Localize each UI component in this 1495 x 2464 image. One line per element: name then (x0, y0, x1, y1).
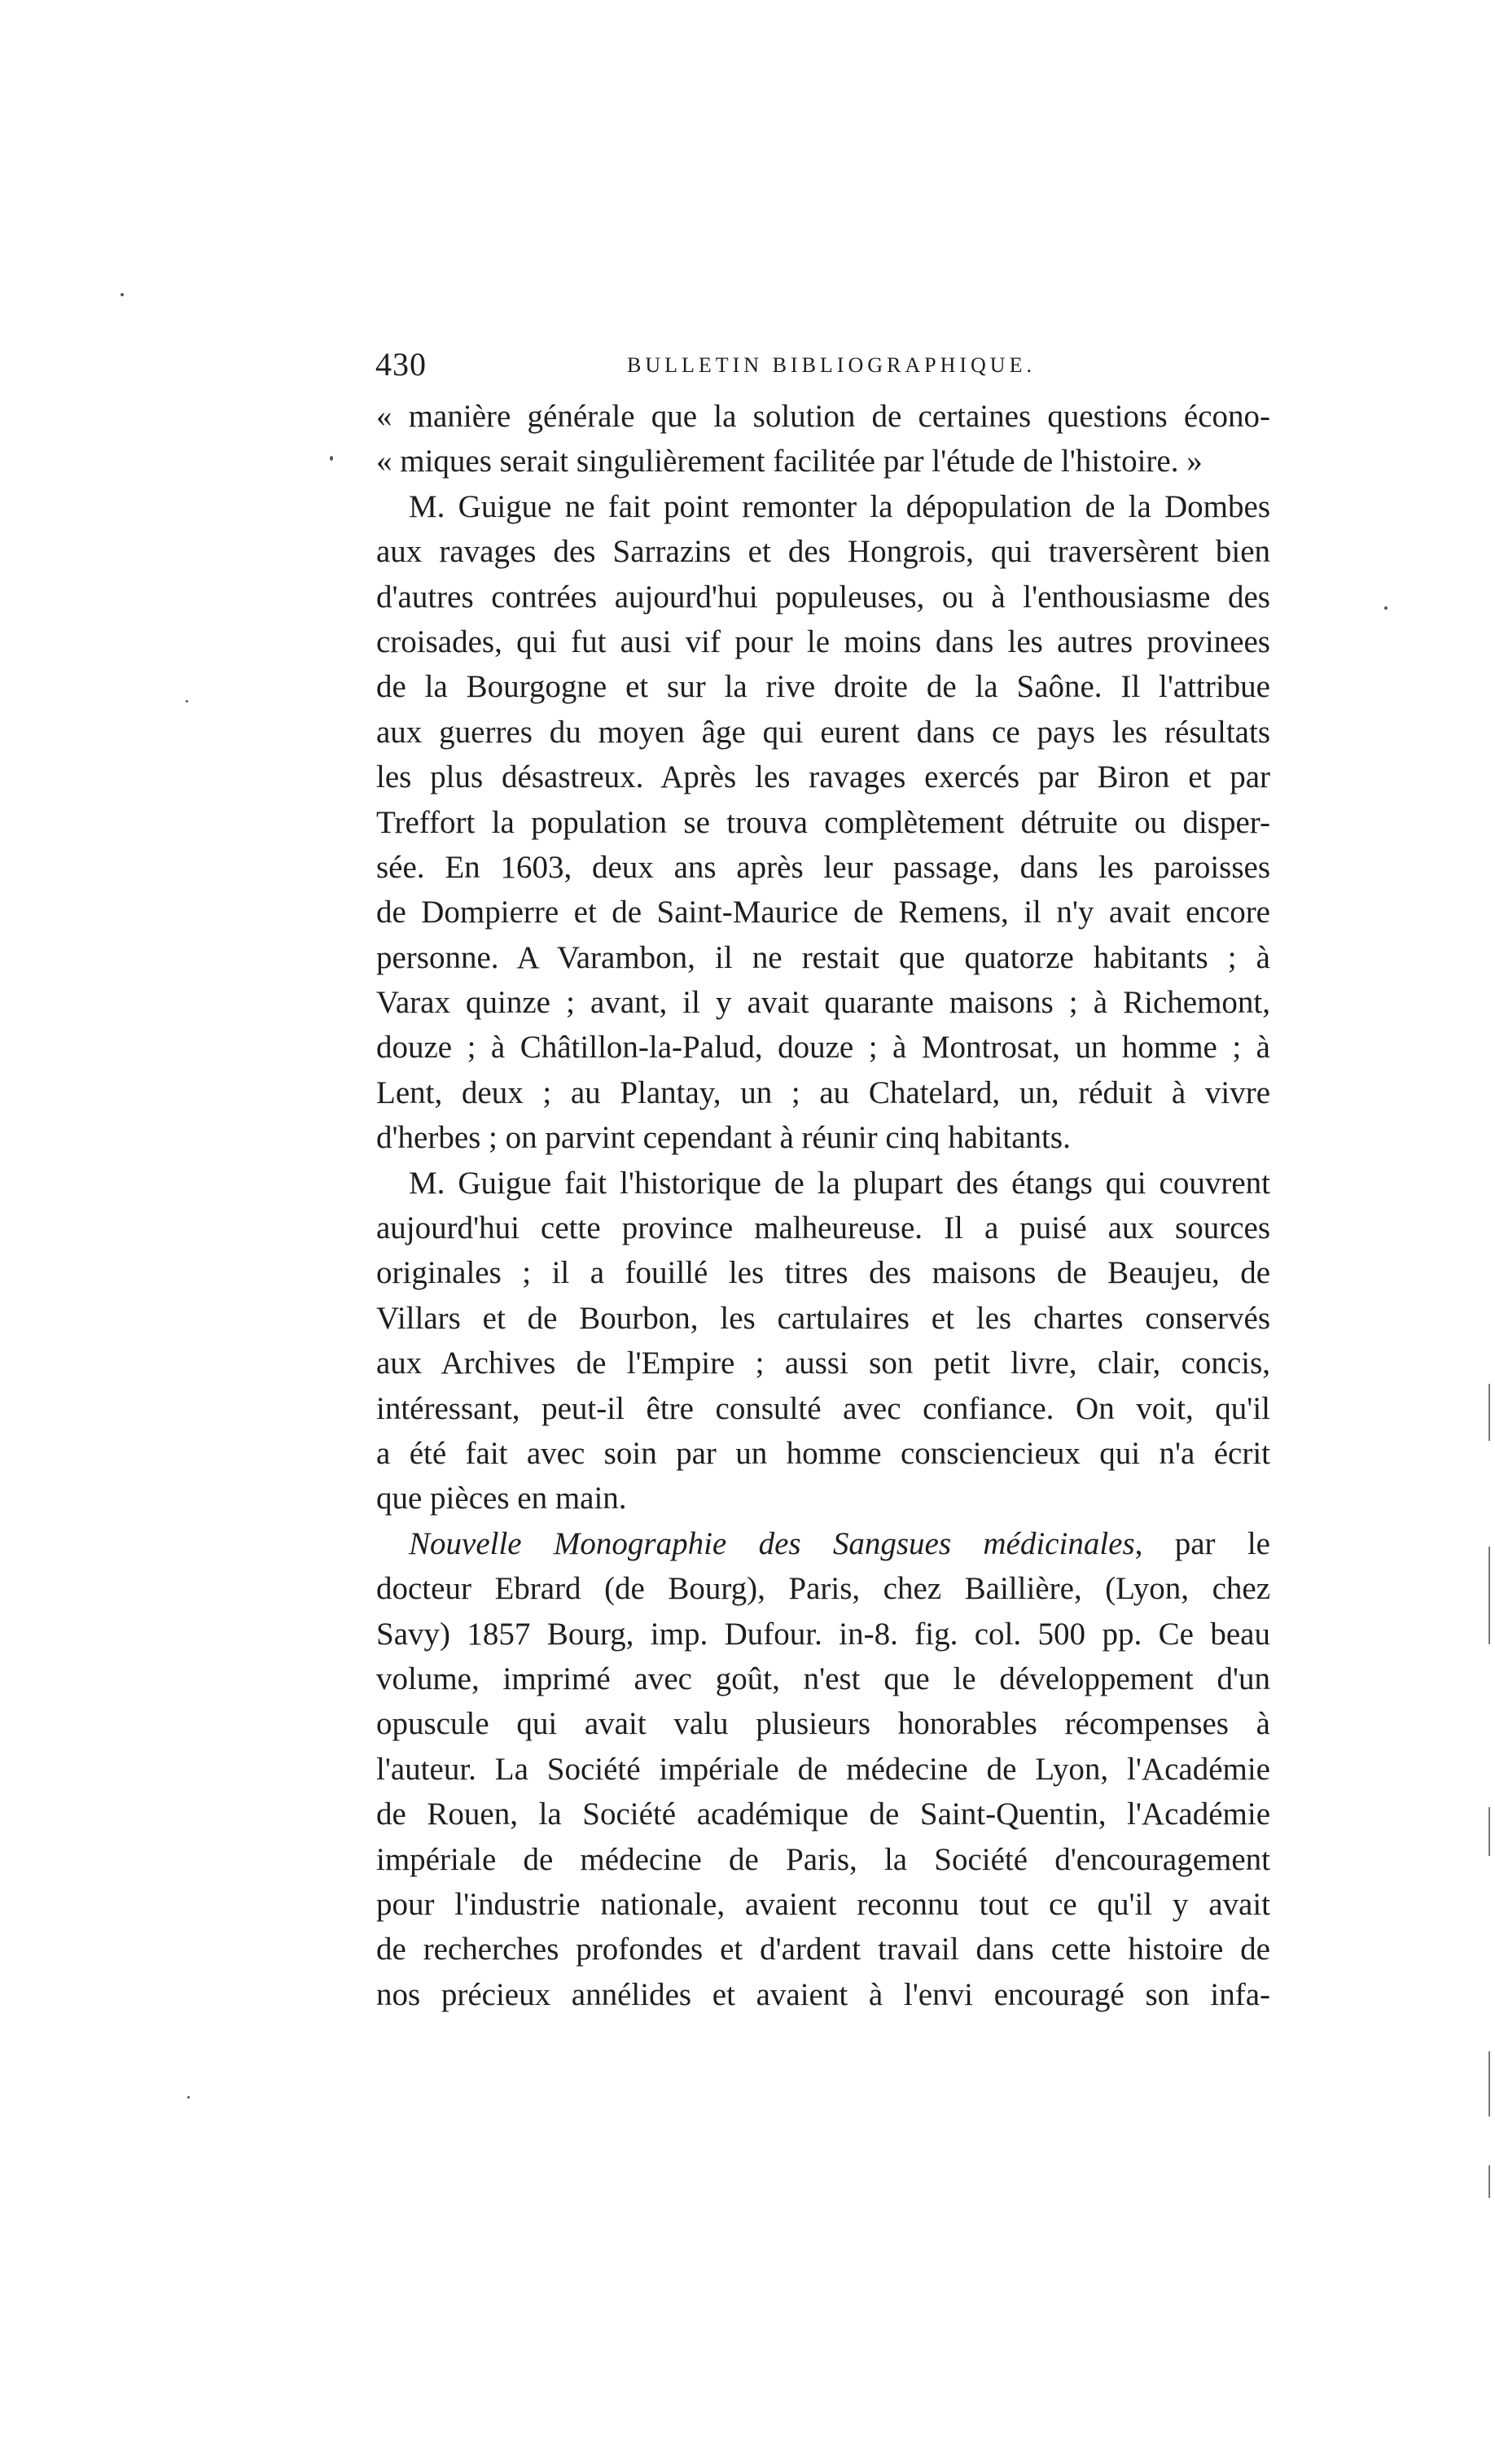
page-number: 430 (375, 346, 427, 383)
text-line: pour l'industrie nationale, avaient reconnu tout ce qu'il y avait (376, 1886, 1270, 1922)
text-line: a été fait avec soin par un homme consciencieux qui n'a écrit (376, 1435, 1270, 1471)
text-line-title (376, 1521, 1270, 1566)
text-line: sée. En 1603, deux ans après leur passage, dans les paroisses (376, 849, 1270, 885)
text-line: intéressant, peut-il être consulté avec confiance. On voit, qu'il (376, 1390, 1270, 1426)
text-line: l'auteur. La Société impériale de médecine de Lyon, l'Académie (376, 1751, 1270, 1787)
scan-speck (1384, 606, 1388, 610)
text-line: opuscule qui avait valu plusieurs honorables récompenses à (376, 1706, 1270, 1742)
text-line: douze ; à Châtillon-la-Palud, douze ; à Montrosat, un homme ; à (376, 1030, 1270, 1066)
text-line: de la Bourgogne et sur la rive droite de la Saône. Il l'attribue (376, 669, 1270, 705)
text-line: que pièces en main. (376, 1481, 627, 1516)
margin-rule (1488, 1384, 1490, 1441)
scan-speck (187, 2096, 190, 2099)
book-title-tail: , par le (1134, 1525, 1270, 1561)
text-line: nos précieux annélides et avaient à l'envi encouragé son infa- (376, 1976, 1270, 2012)
text-line: Varax quinze ; avant, il y avait quarante maisons ; à Richemont, (376, 985, 1270, 1021)
text-line: M. Guigue fait l'historique de la plupart des étangs qui couvrent (409, 1165, 1270, 1201)
text-line: « miques serait singulièrement facilitée par l'étude de l'histoire. » (376, 444, 1203, 479)
text-line: impériale de médecine de Paris, la Société d'encouragement (376, 1841, 1270, 1877)
page-header (370, 340, 1274, 389)
text-line: aux ravages des Sarrazins et des Hongrois, qui traversèrent bien (376, 534, 1270, 570)
text-line: Villars et de Bourbon, les cartulaires et les chartes conservés (376, 1300, 1270, 1336)
running-title: BULLETIN BIBLIOGRAPHIQUE. (627, 353, 1036, 377)
text-line: « manière générale que la solution de certaines questions écono- (376, 399, 1270, 434)
text-line: personne. A Varambon, il ne restait que quatorze habitants ; à (376, 939, 1270, 975)
text-line: aujourd'hui cette province malheureuse. Il a puisé aux sources (376, 1210, 1270, 1246)
text-line: d'herbes ; on parvint cependant à réunir cinq habitants. (376, 1120, 1071, 1156)
text-line: aux Archives de l'Empire ; aussi son petit livre, clair, concis, (376, 1346, 1270, 1381)
text-line: originales ; il a fouillé les titres des maisons de Beaujeu, de (376, 1255, 1270, 1291)
margin-rule (1488, 1547, 1490, 1644)
text-line: M. Guigue ne fait point remonter la dépopulation de la Dombes (409, 488, 1270, 524)
text-line: d'autres contrées aujourd'hui populeuses, ou à l'enthousiasme des (376, 579, 1270, 615)
text-line: Treffort la population se trouva complètement détruite ou disper- (376, 804, 1270, 840)
text-line: Savy) 1857 Bourg, imp. Dufour. in-8. fig. col. 500 pp. Ce beau (376, 1616, 1270, 1652)
text-line: volume, imprimé avec goût, n'est que le développement d'un (376, 1661, 1270, 1696)
text-line: de recherches profondes et d'ardent travail dans cette histoire de (376, 1932, 1270, 1967)
scan-speck (330, 456, 333, 461)
scan-speck (121, 293, 124, 296)
text-line: croisades, qui fut ausi vif pour le moins dans les autres provinees (376, 624, 1270, 659)
text-line: de Dompierre et de Saint-Maurice de Remens, il n'y avait encore (376, 895, 1270, 930)
margin-rule (1488, 2165, 1490, 2198)
margin-rule (1488, 1807, 1490, 1856)
text-line: Lent, deux ; au Plantay, un ; au Chatelard, un, réduit à vivre (376, 1074, 1270, 1110)
book-title: Nouvelle Monographie des Sangsues médicinales (409, 1525, 1135, 1561)
text-line: docteur Ebrard (de Bourg), Paris, chez Baillière, (Lyon, chez (376, 1571, 1270, 1607)
text-line: les plus désastreux. Après les ravages exercés par Biron et par (376, 759, 1270, 795)
margin-rule (1488, 2051, 1490, 2116)
text-line: aux guerres du moyen âge qui eurent dans ce pays les résultats (376, 714, 1270, 750)
body-text (376, 394, 1270, 2017)
scan-speck (186, 700, 188, 702)
text-line: de Rouen, la Société académique de Saint-Quentin, l'Académie (376, 1797, 1270, 1832)
